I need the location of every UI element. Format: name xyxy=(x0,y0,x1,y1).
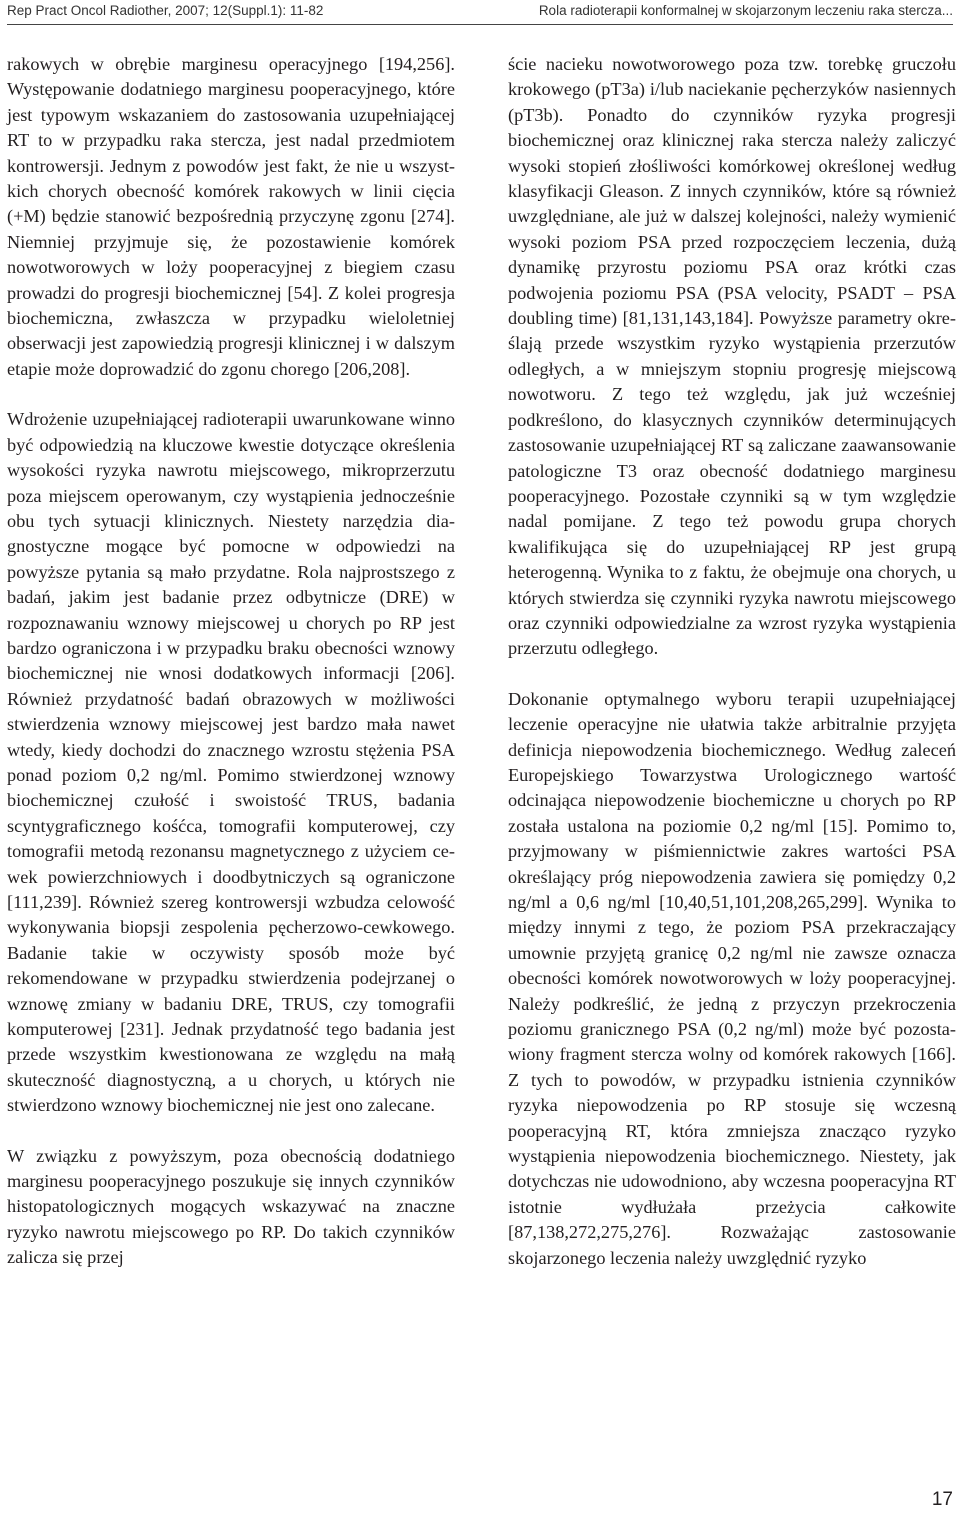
header-divider xyxy=(7,24,953,25)
paragraph: rakowych w obrębie marginesu operacyjnego [194,256]. Występowanie dodatniego marginesu pooperacyjnego, które jest typowym wskazaniem do zastosowania uzupełniającej RT to w przypadku raka stercza, jest nadal przedmiotem kontrowersji. Jednym z powodów jest fakt, że nie u wszystkich chorych obecność komórek rakowych w linii cięcia (+M) będzie stanowić bezpośrednią przyczynę zgonu [274]. Niemniej przyjmuje się, że pozostawienie komórek nowotworowych w loży pooperacyjnej z biegiem czasu prowadzi do progresji biochemicznej [54]. Z kolei progresja biochemiczna, zwłaszcza w przypadku wieloletniej obserwacji jest zapowiedzią progresji klinicznej i w dalszym etapie może doprowadzić do zgonu chorego [206,208]. xyxy=(7,54,455,379)
running-header xyxy=(7,0,953,22)
paragraph: Dokonanie optymalnego wyboru terapii uzupełniającej leczenie operacyjne nie ułatwia także arbitralnie przyjęta definicja niepowodzenia biochemicznego. Według zaleceń Europejskiego Towarzystwa Urologicznego wartość odcinająca niepowodzenie biochemiczne u chorych po RP została ustalona na poziomie 0,2 ng/ml [15]. Pomimo to, przyjmowany w piśmiennictwie zakres wartości PSA określający próg niepowodzenia zawiera się pomiędzy 0,2 ng/ml a 0,6 ng/ml [10,40,51,101,208,265,299]. Wynika to między innymi z tego, że poziom PSA przekraczający umownie przyjętą granicę 0,2 ng/ml nie zawsze oznacza obecności komórek nowotworowych w loży pooperacyjnej. Należy podkreślić, że jedną z przyczyn przekroczenia poziomu granicznego PSA (0,2 ng/ml) może być pozostawiony fragment stercza wolny od komórek rakowych [166]. Z tych to powodów, w przypadku istnienia czynników ryzyka niepowodzenia po RP stosuje się wczesną pooperacyjną RT, która zmniejsza znacząco ryzyko wystąpienia niepowodzenia biochemicznego. Niestety, jak dotychczas nie udowodniono, aby wczesna pooperacyjna RT istotnie wydłużała przeżycia całkowite [87,138,272,275,276]. Rozważając zastosowanie skojarzonego leczenia należy uwzględnić ryzyko xyxy=(508,688,956,1268)
right-column xyxy=(508,52,956,1271)
journal-citation: Rep Pract Oncol Radiother, 2007; 12(Suppl.1): 11-82 xyxy=(7,3,324,18)
paragraph: ście nacieku nowotworowego poza tzw. torebkę gruczołu krokowego (pT3a) i/lub naciekanie pęcherzyków nasiennych (pT3b). Ponadto do czynników ryzyka progresji biochemicznej oraz klinicznej raka stercza należy zaliczyć wysoki stopień złośliwości komórkowej określonej według klasyfikacji Gleason. Z innych czynników, które są również uwzględniane, ale już w dalszej kolejności, należy wymienić wysoki poziom PSA przed rozpoczęciem leczenia, dużą dynamikę przyrostu poziomu PSA oraz krótki czas podwojenia poziomu PSA (PSA velocity, PSADT – PSA doubling time) [81,131,143,184]. Powyższe parametry określają przede wszystkim ryzyko wystąpienia przerzutów odległych, a w mniejszym stopniu progresję miejscową nowotworu. Z tego też względu, jak już wcześniej podkreślono, do klasycznych czynników determinujących zastosowanie uzupełniającej RT są zaliczane zaawansowanie patologiczne T3 oraz obecność dodatniego marginesu pooperacyjnego. Pozostałe czynniki są w tym względzie nadal pomijane. Z tego też powodu grupa chorych kwalifikująca się do uzupełniającej RP jest grupą heterogenną. Wynika to z faktu, że obejmuje ona chorych, u których stwierdza się czynniki ryzyka nawrotu miejscowego oraz czynniki odpowiedzialne za wzrost ryzyka wystąpienia przerzutu odległego. xyxy=(508,54,956,659)
page-number: 17 xyxy=(931,1489,953,1510)
left-column xyxy=(7,52,455,1271)
paragraph: W związku z powyższym, poza obecnością dodatniego marginesu pooperacyjnego poszukuje się innych czynników histopatologicznych mogących wskazywać na znaczne ryzyko nawrotu miejscowego po RP. Do takich czynników zalicza się przej xyxy=(7,1145,455,1268)
paragraph: Wdrożenie uzupełniającej radioterapii uwarunkowane winno być odpowiedzią na kluczowe kwestie dotyczące określenia wysokości ryzyka nawrotu miejscowego, mikroprzerzutu poza miejscem operowanym, czy wystąpienia jednocześnie obu tych sytuacji klinicznych. Niestety narzędzia diagnostyczne mogące być pomocne w odpowiedzi na powyższe pytania są mało przydatne. Rola najprostszego z badań, jakim jest badanie przez odbytnicze (DRE) w rozpoznawaniu wznowy miejscowej u chorych po RP jest bardzo ograniczona i w przypadku braku obecności wznowy biochemicznej nie wnosi dodatkowych informacji [206]. Również przydatność badań obrazowych w możliwości stwierdzenia wznowy miejscowej jest bardzo mała nawet wtedy, kiedy dochodzi do znacznego wzrostu stężenia PSA ponad poziom 0,2 ng/ml. Pomimo stwierdzonej wznowy biochemicznej czułość i swoistość TRUS, badania scyntygraficznego kośćca, tomografii komputerowej, czy tomografii metodą rezonansu magnetycznego z użyciem cewek powierzchniowych i doodbytniczych są ograniczone [111,239]. Również szereg kontrowersji wzbudza celowość wykonywania biopsji zespolenia pęcherzowo-cewkowego. Badanie takie w oczywisty sposób może być rekomendowane w przypadku stwierdzenia podejrzanej o wznowę zmiany w badaniu DRE, TRUS, czy tomografii komputerowej [231]. Jednak przydatność tego badania jest przede wszystkim kwestionowana ze względu na małą skuteczność diagnostyczną, a u chorych, u których nie stwierdzono wznowy biochemicznej nie jest ono zalecane. xyxy=(7,409,455,1116)
article-running-title: Rola radioterapii konformalnej w skojarzonym leczeniu raka stercza... xyxy=(538,3,953,18)
